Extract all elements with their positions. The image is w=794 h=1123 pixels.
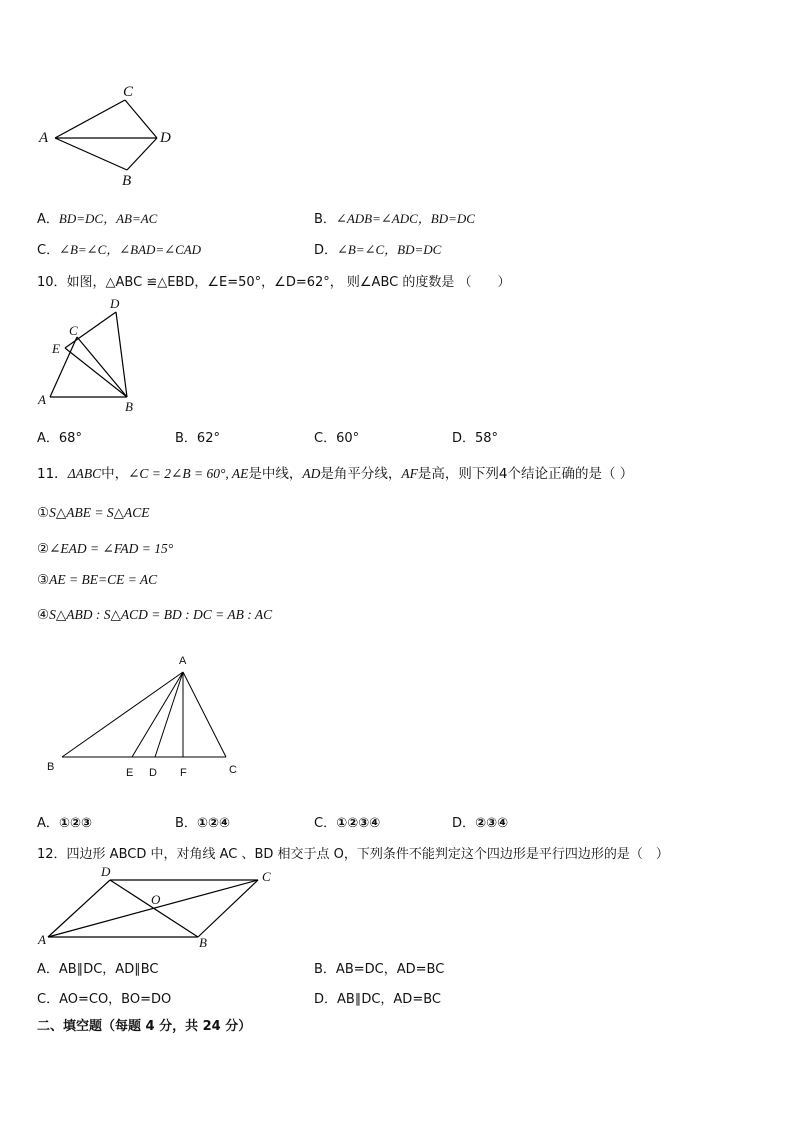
q11-conclusion-2-text: ∠EAD = ∠FAD = 15°	[49, 541, 174, 556]
q12-option-d[interactable]	[314, 988, 441, 1007]
q11-option-a-text: ①②③	[58, 816, 92, 831]
q12-stem: 12．四边形 ABCD 中，对角线 AC 、BD 相交于点 O，下列条件不能判定这个四边形是平行四边形的是（ ）	[37, 847, 669, 862]
q11-stem-cond: ∠C = 2∠B = 60°, AE	[128, 466, 249, 481]
q11-option-d-text: ②③④	[475, 816, 509, 831]
section-heading: 二、填空题（每题 4 分，共 24 分）	[37, 1019, 252, 1034]
q12-option-a-text: AB∥DC，AD∥BC	[58, 962, 159, 977]
q12-option-b-letter: B．	[314, 962, 336, 977]
q12-option-c[interactable]	[37, 988, 171, 1007]
q11-label-d: D	[149, 767, 157, 779]
q9-option-a-text: BD=DC，AB=AC	[58, 211, 158, 226]
q9-option-d-text: ∠B=∠C，BD=DC	[337, 242, 442, 257]
q11-stem-prefix: 11．	[37, 466, 68, 482]
q11-label-f: F	[180, 767, 187, 779]
q10-option-b-letter: B．	[175, 431, 197, 446]
q11-conclusion-3-num: ③	[37, 572, 50, 588]
q11-stem-ad: AD	[302, 466, 321, 481]
q11-stem-tri: ΔABC	[67, 466, 102, 481]
q10-option-c-letter: C．	[314, 431, 337, 446]
q10-option-d-letter: D．	[452, 431, 476, 446]
q11-stem-tail: 是高，则下列4个结论正确的是（ ）	[417, 466, 634, 482]
q10-option-d-text: 58°	[475, 431, 499, 446]
q10-label-e: E	[52, 341, 60, 356]
q11-option-b-letter: B．	[175, 816, 197, 831]
q10-label-d: D	[110, 296, 120, 311]
q11-label-c: C	[229, 764, 237, 776]
q11-label-b: B	[47, 761, 55, 773]
q12-option-c-text: AO=CO，BO=DO	[59, 992, 172, 1007]
q12-label-a: A	[38, 932, 46, 947]
q12-option-a[interactable]	[37, 958, 158, 977]
q12-option-b[interactable]	[314, 958, 444, 977]
label-d: D	[160, 130, 171, 146]
q12-option-d-letter: D．	[314, 992, 338, 1007]
q10-label-a: A	[38, 392, 46, 407]
q11-option-b-text: ①②④	[196, 816, 230, 831]
q11-conclusion-2-num: ②	[37, 541, 50, 557]
q11-stem-mid3: 是角平分线，	[320, 466, 402, 482]
q12-option-d-text: AB∥DC，AD=BC	[337, 992, 441, 1007]
q9-option-c-text: ∠B=∠C，∠BAD=∠CAD	[59, 242, 202, 257]
q9-option-b-text: ∠ADB=∠ADC，BD=DC	[335, 211, 475, 226]
q10-stem: 10．如图，△ABC ≌△EBD，∠E=50°，∠D=62°， 则∠ABC 的度数是 （ ）	[37, 275, 511, 290]
label-c: C	[123, 84, 134, 100]
label-b: B	[122, 173, 132, 189]
q11-label-e: E	[126, 767, 134, 779]
q12-option-b-text: AB=DC，AD=BC	[335, 962, 445, 977]
q9-option-b-letter: B．	[314, 212, 336, 227]
q11-conclusion-1-text: S△ABE = S△ACE	[49, 505, 150, 520]
q11-stem-af: AF	[401, 466, 418, 481]
q11-conclusion-3-text: AE = BE=CE = AC	[49, 572, 158, 587]
q12-option-a-letter: A．	[37, 962, 59, 977]
q11-option-c-text: ①②③④	[336, 816, 381, 831]
q11-conclusion-4-num: ④	[37, 607, 50, 623]
q9-option-a-letter: A．	[37, 212, 59, 227]
q11-stem-mid2: 是中线，	[248, 466, 303, 482]
q10-option-c-text: 60°	[336, 431, 360, 446]
q10-label-b: B	[125, 399, 133, 414]
q9-option-c-letter: C．	[37, 243, 60, 258]
q12-label-b: B	[199, 935, 207, 950]
q12-option-c-letter: C．	[37, 992, 60, 1007]
q11-option-c-letter: C．	[314, 816, 337, 831]
q10-option-a-letter: A．	[37, 431, 59, 446]
q11-stem-mid1: 中，	[101, 466, 129, 482]
q9-option-d-letter: D．	[314, 243, 338, 258]
q12-label-d: D	[101, 864, 111, 879]
q11-conclusion-4-text: S△ABD : S△ACD = BD : DC = AB : AC	[49, 607, 273, 622]
q10-option-a-text: 68°	[58, 431, 82, 446]
q11-conclusion-1-num: ①	[37, 505, 50, 521]
q11-option-d-letter: D．	[452, 816, 476, 831]
q12-label-c: C	[262, 869, 271, 884]
q11-label-a: A	[179, 655, 187, 667]
q12-label-o: O	[151, 892, 161, 907]
label-a: A	[39, 130, 49, 146]
q10-option-b-text: 62°	[196, 431, 220, 446]
q11-option-a-letter: A．	[37, 816, 59, 831]
q10-label-c: C	[69, 323, 78, 338]
